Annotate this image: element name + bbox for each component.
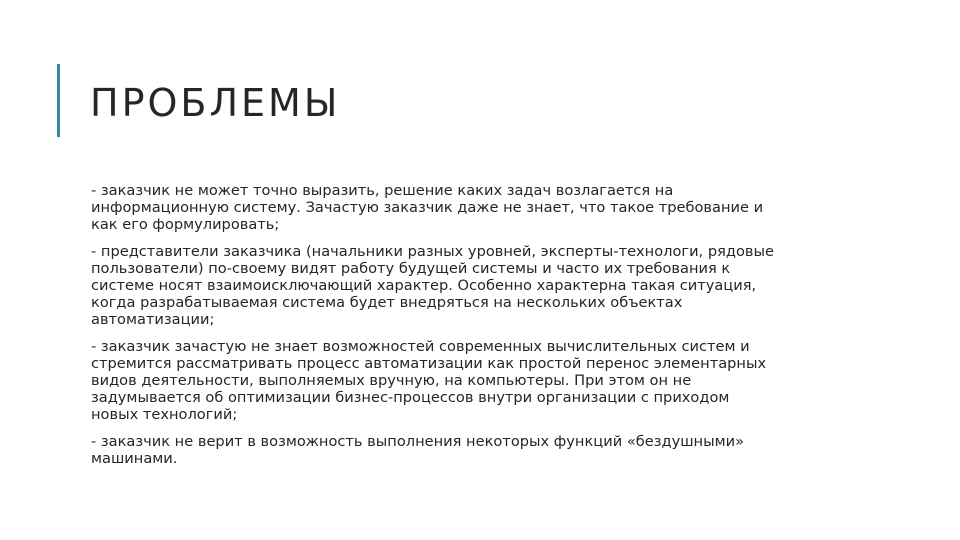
body-paragraph-4: - заказчик не верит в возможность выполнения некоторых функций «бездушными» машинами.: [91, 432, 745, 467]
body-paragraph-3: - заказчик зачастую не знает возможностей современных вычислительных систем и стремится рассматривать процесс автоматизации как простой перенос элементарных видов деятельности, выполняемых вручную, на компьютеры. При этом он не задумывается об оптимизации бизнес-процессов внутри организации с приходом новых технологий;: [91, 337, 767, 424]
title-accent-bar: [57, 64, 60, 137]
slide-title: ПРОБЛЕМЫ: [90, 81, 341, 125]
slide-body: [91, 182, 851, 476]
body-paragraph-2: - представители заказчика (начальники разных уровней, эксперты-технологи, рядовые пользователи) по-своему видят работу будущей системы и часто их требования к системе носят взаимоисключающий характер. Особенно характерна такая ситуация, когда разрабатываемая система будет внедряться на нескольких объектах автоматизации;: [91, 242, 774, 329]
body-paragraph-1: - заказчик не может точно выразить, решение каких задач возлагается на информационную систему. Зачастую заказчик даже не знает, что такое требование и как его формулировать;: [91, 182, 764, 234]
